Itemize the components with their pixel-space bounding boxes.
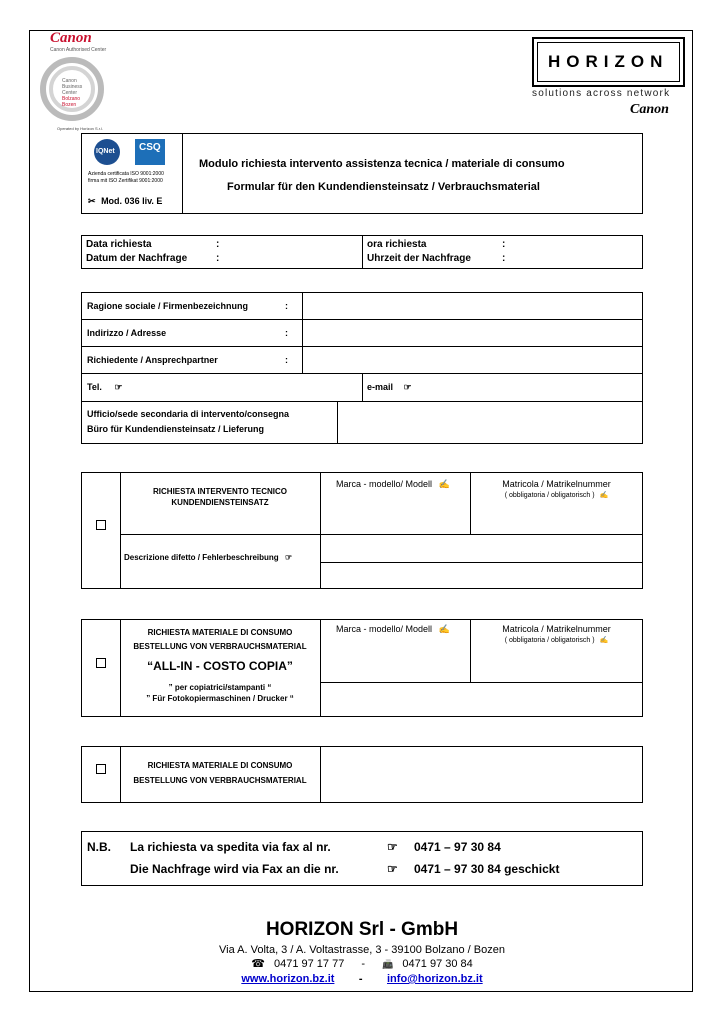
- colon: :: [502, 253, 506, 264]
- email-link[interactable]: info@horizon.bz.it: [387, 973, 483, 985]
- cbc-line-2: Business: [62, 84, 83, 90]
- consumo-title-1: RICHIESTA MATERIALE DI CONSUMO: [147, 761, 293, 770]
- horizon-wordmark: HORIZON: [548, 52, 669, 71]
- fur-fotokopier: ” Für Fotokopiermaschinen / Drucker “: [146, 694, 294, 703]
- matricola-label: Matricola / Matrikelnummer: [502, 624, 611, 634]
- website-link[interactable]: www.horizon.bz.it: [241, 973, 335, 985]
- obbligatoria-label: [470, 636, 643, 644]
- cbc-line-5: Bozen: [62, 102, 77, 108]
- col-line: [302, 292, 303, 373]
- matricola-label: Matricola / Matrikelnummer: [502, 479, 611, 489]
- datum-label: Datum der Nachfrage: [86, 253, 188, 264]
- ufficio-label-it: Ufficio/sede secondaria di intervento/consegna: [87, 409, 290, 419]
- intervento-checkbox[interactable]: [96, 520, 106, 530]
- pen-icon: ✍: [599, 492, 609, 499]
- pointer-icon: ☞: [403, 382, 412, 392]
- cbc-line-4: Bolzano: [62, 96, 81, 102]
- intervento-title-1: RICHIESTA INTERVENTO TECNICO: [153, 487, 287, 496]
- descrizione-text: Descrizione difetto / Fehlerbeschreibung: [124, 553, 279, 562]
- marca-label: [336, 624, 450, 635]
- uhrzeit-label: Uhrzeit der Nachfrage: [367, 253, 471, 264]
- row-line: [320, 682, 643, 683]
- pen-icon: ✍: [438, 624, 450, 634]
- mod-number: Mod. 036 liv. E: [101, 196, 163, 206]
- cbc-text: [62, 78, 82, 108]
- marca-field[interactable]: [323, 504, 466, 531]
- canon-logo-left: Canon: [50, 30, 92, 46]
- consumo-title-2: BESTELLUNG VON VERBRAUCHSMATERIAL: [133, 642, 307, 651]
- email-label: [367, 382, 412, 393]
- ragione-sociale-field[interactable]: [305, 295, 639, 317]
- descrizione-label: [124, 553, 292, 562]
- data-richiesta-label: Data richiesta: [86, 239, 152, 250]
- scissors-icon: ✂: [88, 196, 96, 206]
- date-field[interactable]: [225, 239, 355, 265]
- footer-links: [0, 969, 724, 987]
- fax-number-de: 0471 – 97 30 84 geschickt: [414, 862, 560, 876]
- marca-text: Marca - modello/ Modell: [336, 624, 433, 634]
- marca-field[interactable]: [323, 650, 466, 679]
- pointer-icon: ☞: [387, 862, 398, 876]
- tel-field[interactable]: [150, 376, 358, 398]
- ufficio-field[interactable]: [340, 404, 640, 441]
- pointer-icon: ☞: [284, 553, 293, 562]
- cbc-line-3: Center: [62, 90, 78, 96]
- phone-icon: ☎: [251, 958, 265, 970]
- all-in-notes-field[interactable]: [323, 685, 639, 714]
- date-divider: [362, 235, 363, 269]
- indirizzo-field[interactable]: [305, 322, 639, 344]
- cert-text-2: firma mit ISO Zertifikat 9001:2000: [88, 178, 163, 184]
- obbligatoria-text: ( obbligatoria / obligatorisch ): [504, 637, 595, 644]
- email-text: e-mail: [367, 382, 394, 392]
- operated-by: Operated by Horizon S.r.l.: [57, 126, 104, 131]
- per-copiatrici: ” per copiatrici/stampanti “: [168, 683, 272, 692]
- separator: -: [361, 958, 366, 970]
- separator: -: [358, 973, 363, 985]
- fax-icon: 📠: [382, 959, 394, 969]
- ufficio-label-de: Büro für Kundendiensteinsatz / Lieferung: [87, 424, 265, 434]
- tel-text: Tel.: [87, 382, 102, 392]
- obbligatoria-label: [470, 491, 643, 499]
- richiedente-label: Richiedente / Ansprechpartner: [87, 355, 218, 365]
- row-line: [81, 401, 643, 402]
- colon: :: [285, 328, 288, 338]
- cert-text: [88, 171, 164, 185]
- intervento-title-2: KUNDENDIENSTEINSATZ: [171, 498, 269, 507]
- col-line: [362, 373, 363, 401]
- consumo-checkbox[interactable]: [96, 764, 106, 774]
- row-line: [120, 534, 643, 535]
- colon: :: [216, 239, 220, 250]
- colon: :: [216, 253, 220, 264]
- cbc-line-1: Canon: [62, 78, 77, 84]
- richiedente-field[interactable]: [305, 349, 639, 371]
- colon: :: [502, 239, 506, 250]
- col-line: [120, 746, 121, 803]
- cert-text-1: Azienda certificata ISO 9001:2000: [88, 171, 164, 177]
- consumo-title-2: BESTELLUNG VON VERBRAUCHSMATERIAL: [133, 776, 307, 785]
- horizon-tagline: solutions across network: [532, 88, 671, 99]
- horizon-logo: [532, 37, 685, 87]
- nb-line-de: Die Nachfrage wird via Fax an die nr.: [130, 862, 339, 876]
- colon: :: [285, 355, 288, 365]
- pen-icon: ✍: [599, 637, 609, 644]
- footer-phone: 0471 97 17 77: [273, 958, 345, 970]
- email-field[interactable]: [430, 376, 638, 398]
- marca-text: Marca - modello/ Modell: [336, 479, 433, 489]
- colon: :: [285, 301, 288, 311]
- mod-label: [88, 196, 162, 207]
- ora-richiesta-label: ora richiesta: [367, 239, 427, 250]
- footer-address: Via A. Volta, 3 / A. Voltastrasse, 3 - 39100 Bolzano / Bozen: [219, 944, 505, 956]
- all-in-checkbox[interactable]: [96, 658, 106, 668]
- csq-label: CSQ: [139, 142, 161, 153]
- pen-icon: ✍: [438, 479, 450, 489]
- canon-logo-right: Canon: [630, 102, 669, 117]
- footer-fax: 0471 97 30 84: [402, 958, 473, 970]
- row-line: [81, 319, 643, 320]
- col-line: [337, 401, 338, 444]
- descrizione-field[interactable]: [323, 537, 639, 586]
- col-line: [320, 472, 321, 534]
- nb-label: N.B.: [87, 840, 111, 854]
- matricola-field[interactable]: [473, 650, 639, 679]
- footer-company: HORIZON Srl - GmbH: [265, 919, 459, 940]
- pointer-icon: ☞: [387, 840, 398, 854]
- title-divider: [182, 133, 183, 214]
- fax-number-it: 0471 – 97 30 84: [414, 840, 501, 854]
- time-field[interactable]: [512, 239, 637, 265]
- consumo-title-1: RICHIESTA MATERIALE DI CONSUMO: [147, 628, 293, 637]
- consumo-field[interactable]: [323, 749, 639, 800]
- canon-sub: Canon Authorised Center: [50, 47, 107, 53]
- matricola-field[interactable]: [473, 504, 639, 531]
- tel-label: [87, 382, 122, 393]
- col-line: [320, 746, 321, 803]
- pointer-icon: ☞: [114, 382, 123, 392]
- indirizzo-label: Indirizzo / Adresse: [87, 328, 167, 338]
- iqnet-label: IQNet: [96, 148, 115, 155]
- obbligatoria-text: ( obbligatoria / obligatorisch ): [504, 492, 595, 499]
- col-line: [320, 619, 321, 717]
- row-line: [81, 346, 643, 347]
- title-it: Modulo richiesta intervento assistenza tecnica / materiale di consumo: [199, 158, 565, 170]
- marca-label: [336, 479, 450, 490]
- nb-line-it: La richiesta va spedita via fax al nr.: [130, 840, 331, 854]
- title-de: Formular für den Kundendiensteinsatz / Verbrauchsmaterial: [227, 181, 540, 193]
- all-in-title: “ALL-IN - COSTO COPIA”: [147, 659, 293, 673]
- ragione-sociale-label: Ragione sociale / Firmenbezeichnung: [87, 301, 249, 311]
